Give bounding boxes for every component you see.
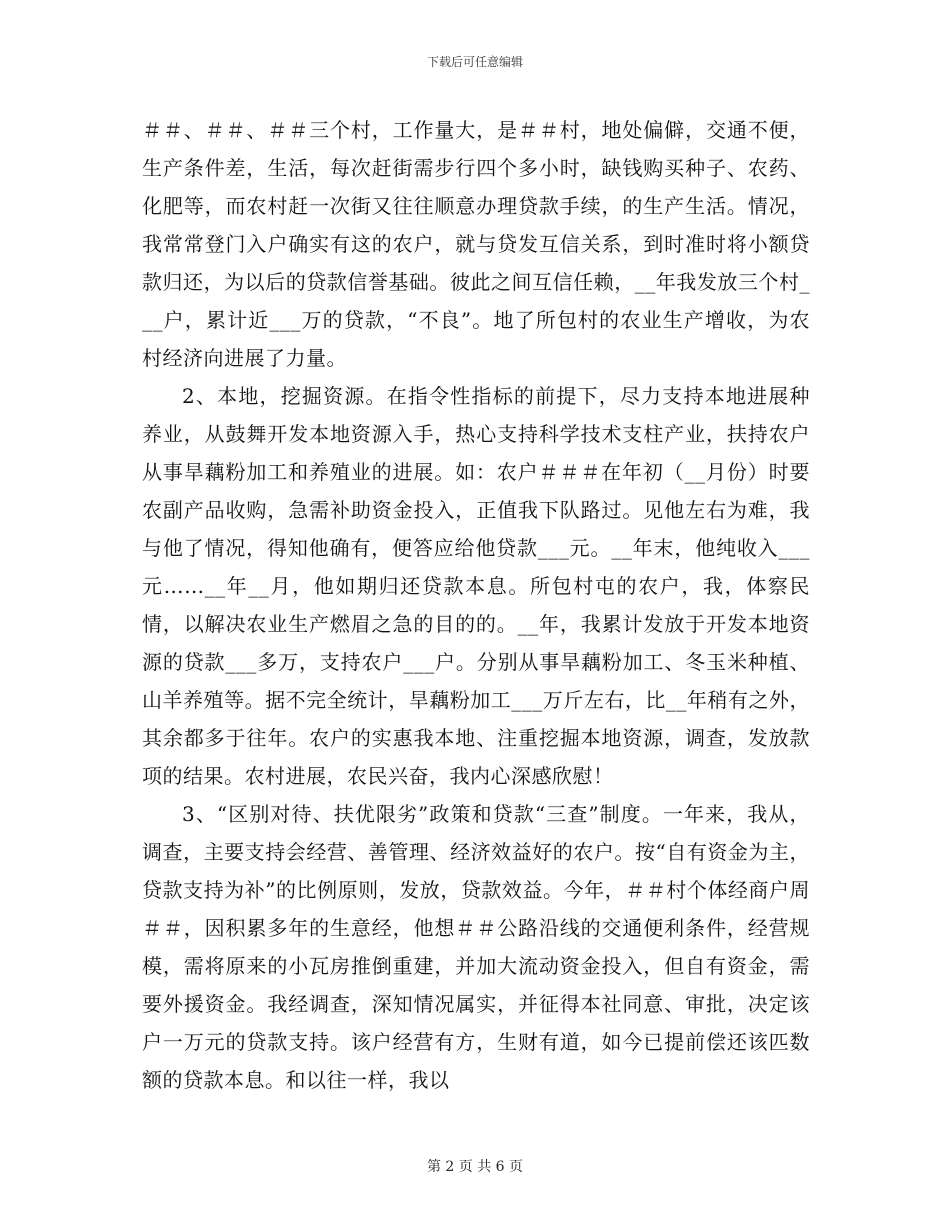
paragraph-1: ＃＃、＃＃、＃＃三个村，工作量大，是＃＃村，地处偏僻，交通不便，生产条件差，生活，每次赶街需步行四个多小时，缺钱购买种子、农药、化肥等，而农村赶一次街又往往顺意办理贷款手续，的生产生活。情况，我常常登门入户确实有这的农户，就与贷发互信关系，到时准时将小额贷款归还，为以后的贷款信誉基础。彼此之间互信任赖，__年我发放三个村___户，累计近___万的贷款，“不良”。地了所包村的农业生产增收，为农村经济向进展了力量。 [142, 118, 810, 370]
page-number: 第 2 页 共 6 页 [426, 1159, 524, 1175]
document-body [142, 111, 810, 1099]
page-header: 下载后可任意编辑 [426, 55, 523, 69]
paragraph-2: 2、本地，挖掘资源。在指令性指标的前提下，尽力支持本地进展种养业，从鼓舞开发本地资源入手，热心支持科学技术支柱产业，扶持农户从事旱藕粉加工和养殖业的进展。如：农户＃＃＃在年初（__月份）时要农副产品收购，急需补助资金投入，正值我下队路过。见他左右为难，我与他了情况，得知他确有，便答应给他贷款___元。__年末，他纯收入___元……__年__月，他如期归还贷款本息。所包村屯的农户，我，体察民情，以解决农业生产燃眉之急的目的的。__年，我累计发放于开发本地资源的贷款___多万，支持农户___户。分别从事旱藕粉加工、冬玉米种植、山羊养殖等。据不完全统计，旱藕粉加工___万斤左右，比__年稍有之外，其余都多于往年。农户的实惠我本地、注重挖掘本地资源，调查，发放款项的结果。农村进展，农民兴奋，我内心深感欣慰！ [142, 384, 810, 788]
paragraph-3: 3、“区别对待、扶优限劣”政策和贷款“三查”制度。一年来，我从，调查，主要支持会经营、善管理、经济效益好的农户。按“自有资金为主，贷款支持为补”的比例原则，发放，贷款效益。今年，＃＃村个体经商户周＃＃，因积累多年的生意经，他想＃＃公路沿线的交通便利条件，经营规模，需将原来的小瓦房推倒重建，并加大流动资金投入，但自有资金，需要外援资金。我经调查，深知情况属实，并征得本社同意、审批，决定该户一万元的贷款支持。该户经营有方，生财有道，如今已提前偿还该匹数额的贷款本息。和以往一样，我以 [142, 802, 810, 1092]
